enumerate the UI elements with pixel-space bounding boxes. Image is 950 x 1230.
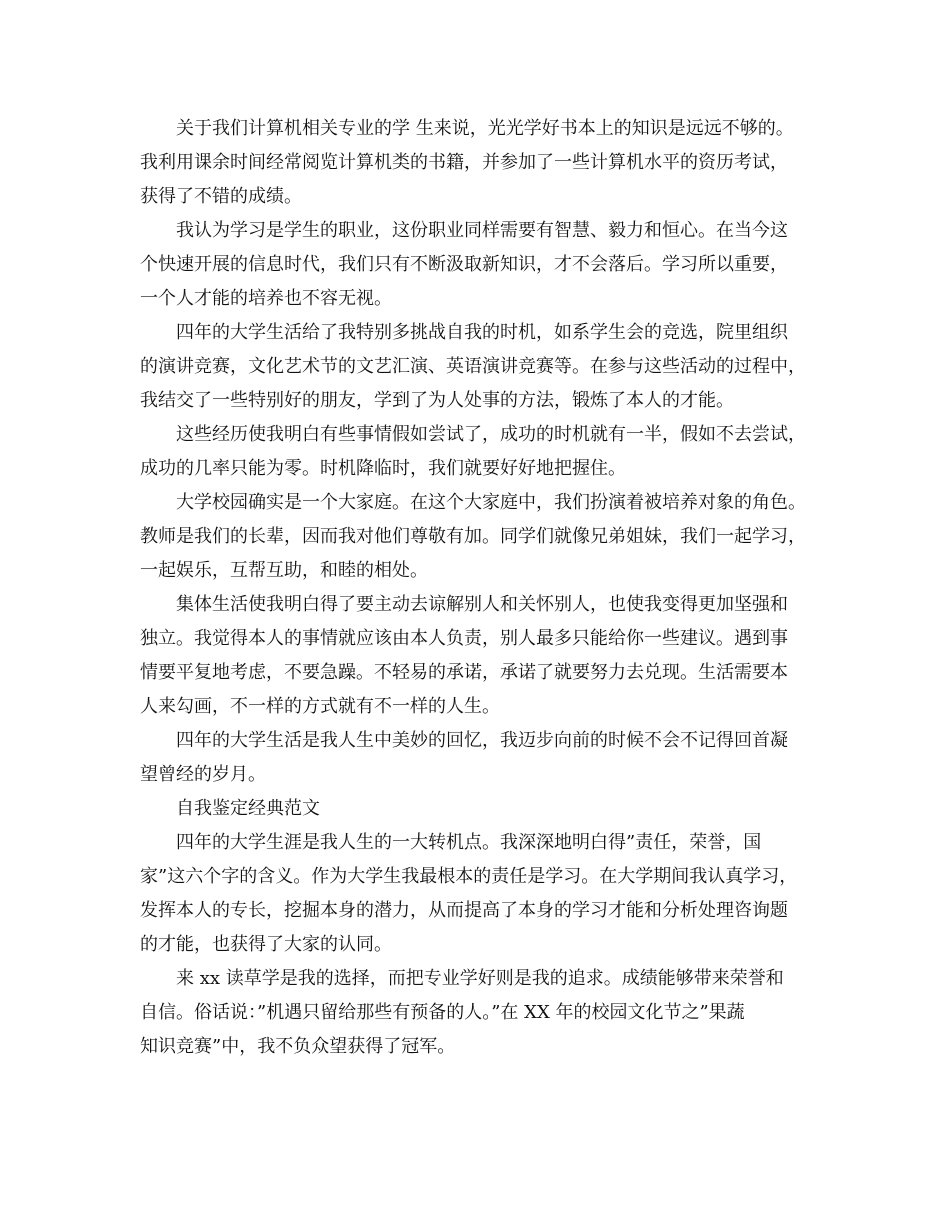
paragraph-line: 情要平复地考虑，不要急躁。不轻易的承诺，承诺了就要努力去兑现。生活需要本 — [140, 662, 788, 683]
paragraph-first-line: 我认为学习是学生的职业，这份职业同样需要有智慧、毅力和恒心。在当今这 — [176, 220, 788, 241]
paragraph — [140, 826, 824, 962]
paragraph-line: 自信。俗话说：”机遇只留给那些有预备的人。”在 XX 年的校园文化节之”果蔬 — [140, 1002, 745, 1023]
paragraph-line: 获得了不错的成绩。 — [140, 186, 302, 207]
paragraph-line: 一个人才能的培养也不容无视。 — [140, 288, 392, 309]
paragraph-first-line: 集体生活使我明白得了要主动去谅解别人和关怀别人，也使我变得更加坚强和 — [176, 594, 788, 615]
paragraph-line: 我利用课余时间经常阅览计算机类的书籍，并参加了一些计算机水平的资历考试， — [140, 152, 788, 173]
paragraph-line: 一起娱乐，互帮互助，和睦的相处。 — [140, 560, 428, 581]
paragraph-line: 独立。我觉得本人的事情就应该由本人负责，别人最多只能给你一些建议。遇到事 — [140, 628, 788, 649]
paragraph — [140, 962, 824, 1064]
paragraph-first-line: 关于我们计算机相关专业的学 生来说，光光学好书本上的知识是远远不够的。 — [176, 118, 794, 139]
paragraph-line: 成功的几率只能为零。时机降临时，我们就要好好地把握住。 — [140, 458, 626, 479]
paragraph-first-line: 四年的大学生活是我人生中美妙的回忆，我迈步向前的时候不会不记得回首凝 — [176, 730, 788, 751]
paragraph-first-line: 大学校园确实是一个大家庭。在这个大家庭中，我们扮演着被培养对象的角色。 — [176, 492, 806, 513]
paragraph-line: 望曾经的岁月。 — [140, 764, 266, 785]
paragraph-first-line: 来 xx 读草学是我的选择，而把专业学好则是我的追求。成绩能够带来荣誉和 — [176, 968, 784, 989]
paragraph — [140, 792, 824, 826]
paragraph — [140, 316, 824, 418]
paragraph — [140, 112, 824, 214]
paragraph-first-line: 四年的大学生涯是我人生的一大转机点。我深深地明白得”责任，荣誉，国 — [176, 832, 762, 853]
paragraph-line: 的才能，也获得了大家的认同。 — [140, 934, 392, 955]
paragraph-line: 发挥本人的专长，挖掘本身的潜力，从而提高了本身的学习才能和分析处理咨询题 — [140, 900, 788, 921]
paragraph-line: 人来勾画，不一样的方式就有不一样的人生。 — [140, 696, 500, 717]
paragraph-line: 的演讲竞赛，文化艺术节的文艺汇演、英语演讲竞赛等。在参与这些活动的过程中， — [140, 356, 806, 377]
paragraph-first-line: 四年的大学生活给了我特别多挑战自我的时机，如系学生会的竞选，院里组织 — [176, 322, 788, 343]
paragraph — [140, 724, 824, 792]
paragraph-line: 教师是我们的长辈，因而我对他们尊敬有加。同学们就像兄弟姐妹，我们一起学习， — [140, 526, 806, 547]
paragraph-line: 知识竞赛”中，我不负众望获得了冠军。 — [140, 1036, 456, 1057]
document-body — [140, 112, 824, 1064]
paragraph-line: 家”这六个字的含义。作为大学生我最根本的责任是学习。在大学期间我认真学习， — [140, 866, 798, 887]
paragraph-line: 个快速开展的信息时代，我们只有不断汲取新知识，才不会落后。学习所以重要， — [140, 254, 788, 275]
paragraph — [140, 214, 824, 316]
paragraph — [140, 486, 824, 588]
paragraph-line: 我结交了一些特别好的朋友，学到了为人处事的方法，锻炼了本人的才能。 — [140, 390, 734, 411]
paragraph-first-line: 自我鉴定经典范文 — [176, 798, 320, 819]
paragraph-first-line: 这些经历使我明白有些事情假如尝试了，成功的时机就有一半，假如不去尝试， — [176, 424, 806, 445]
paragraph — [140, 418, 824, 486]
paragraph — [140, 588, 824, 724]
